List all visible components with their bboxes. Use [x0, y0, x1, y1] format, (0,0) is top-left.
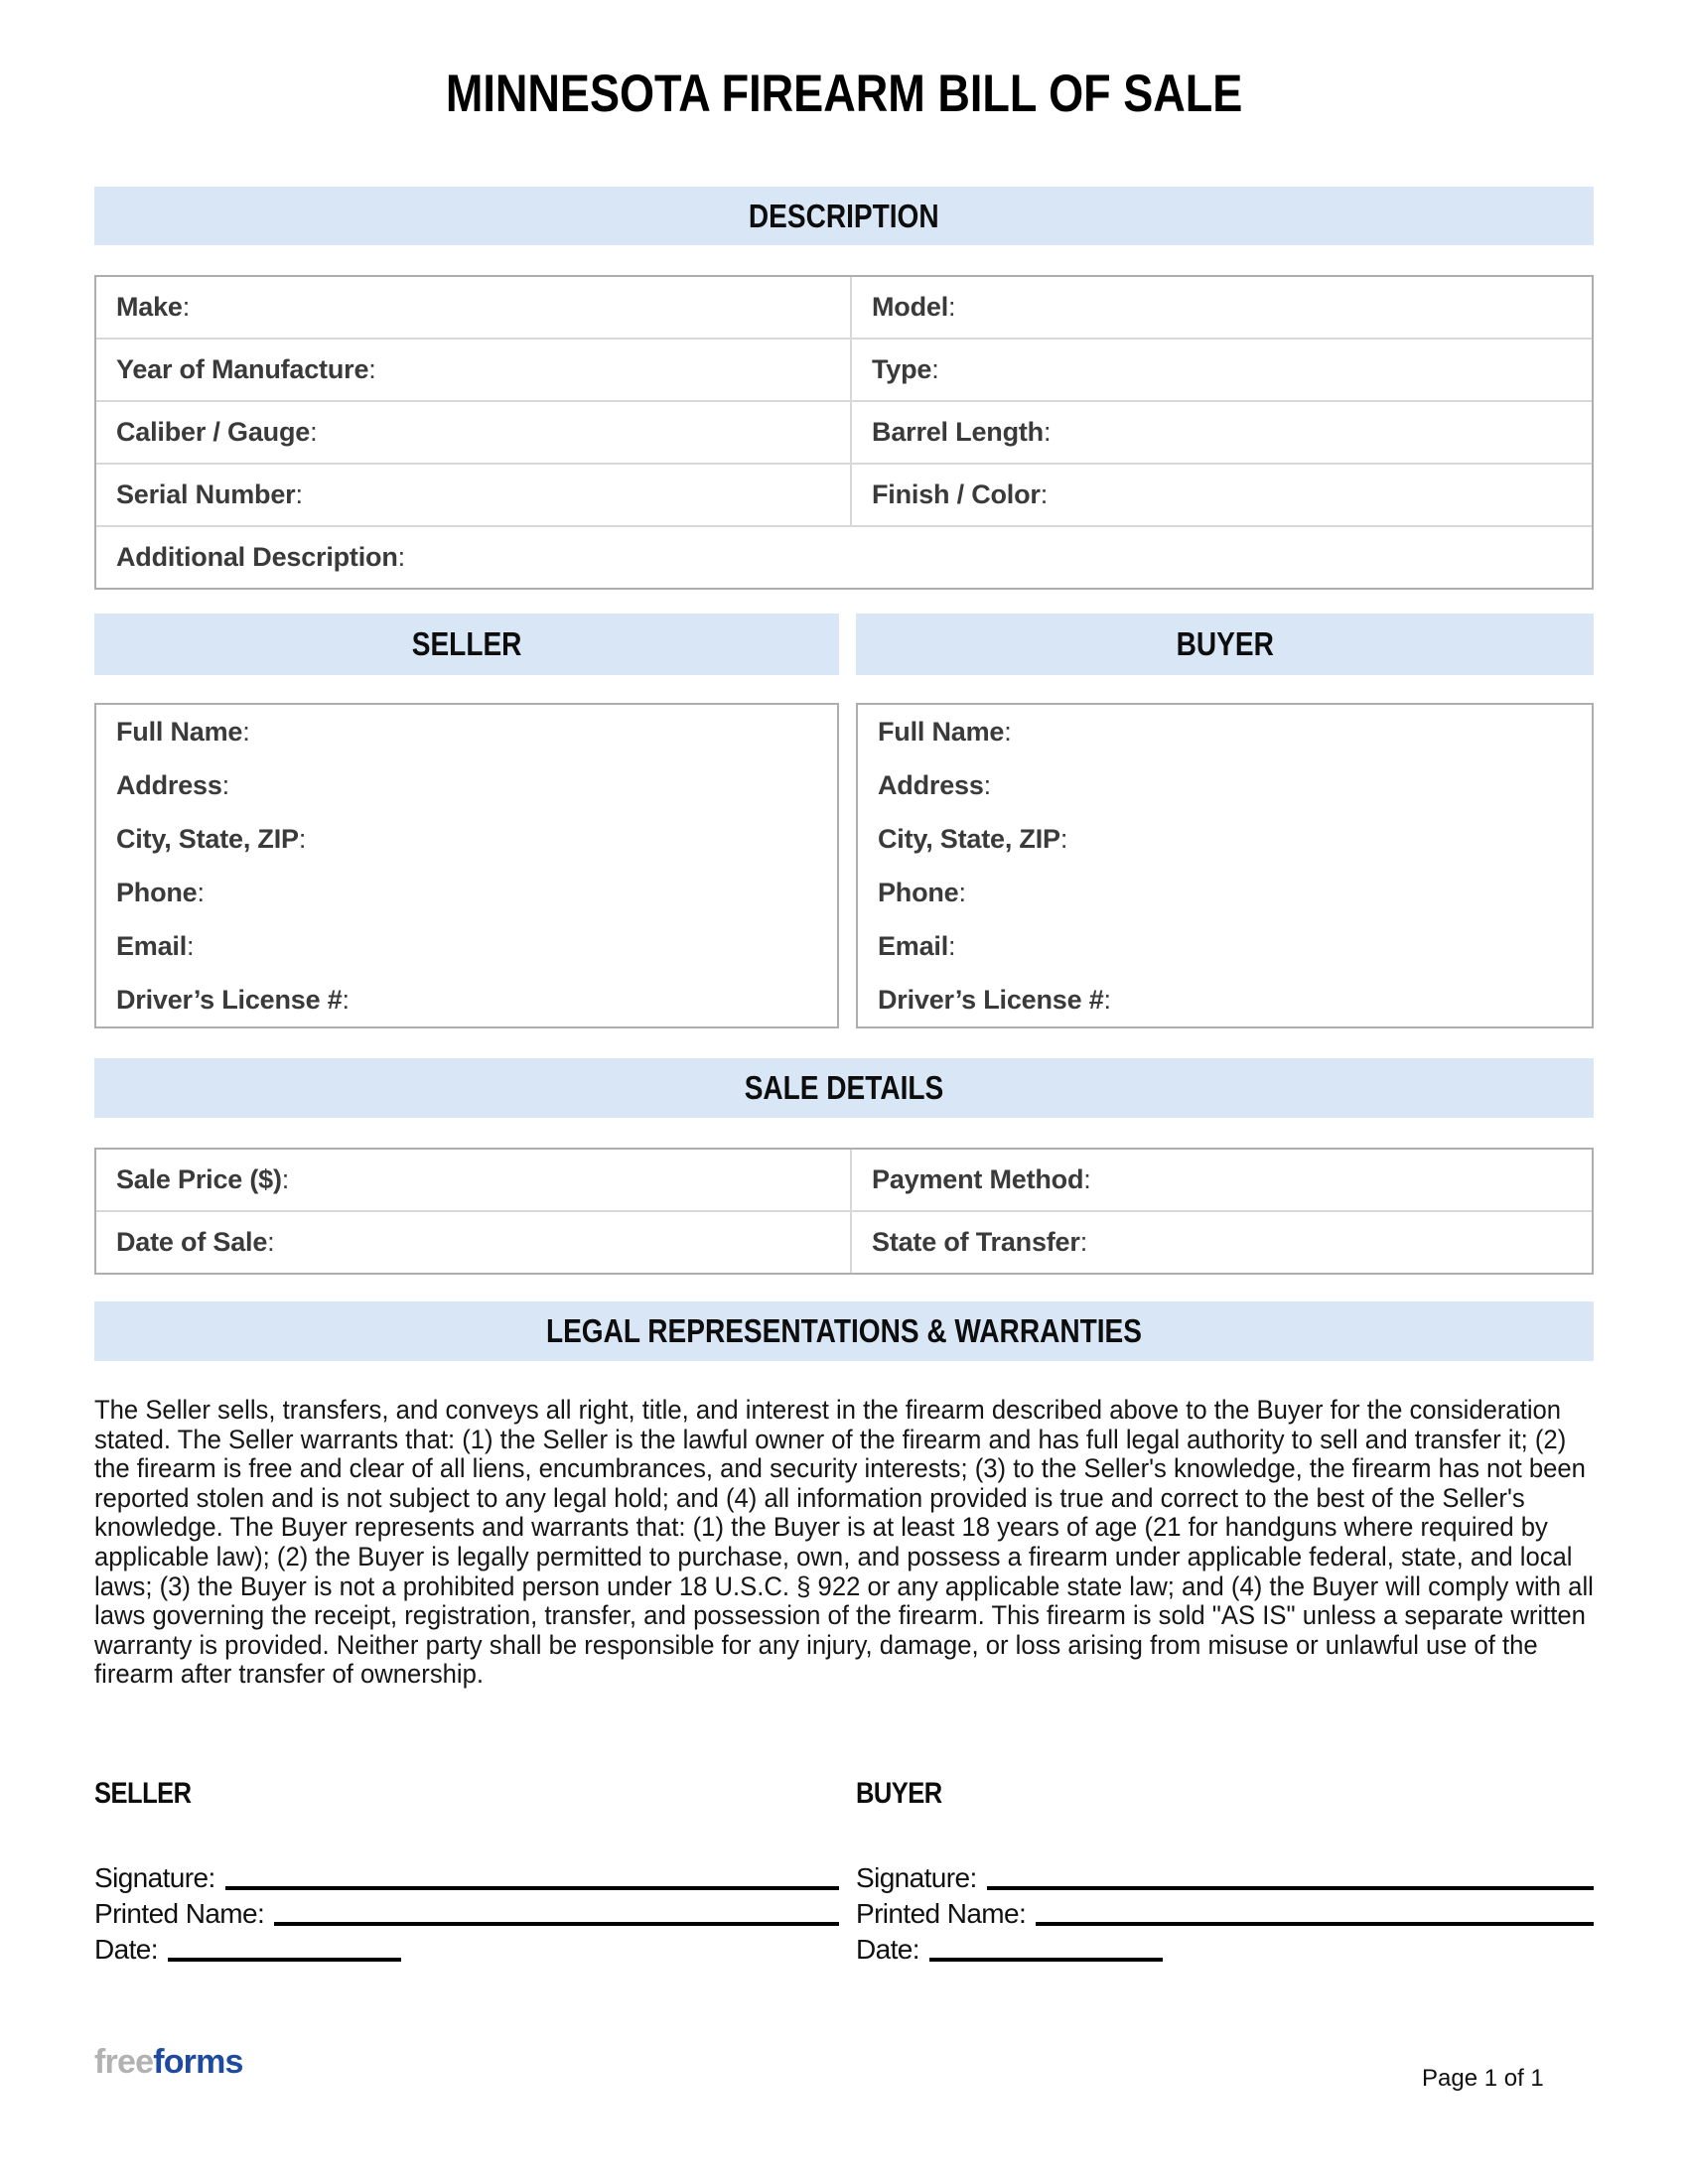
printed-name-label: Printed Name: [94, 1898, 265, 1929]
field-label: Driver’s License # [878, 984, 1104, 1015]
field-cell-caliber[interactable] [96, 402, 850, 463]
field-cell-model[interactable] [850, 277, 1592, 338]
field-label: Make [116, 292, 183, 322]
colon: : [310, 417, 318, 447]
colon: : [1043, 417, 1052, 447]
field-label: Phone [116, 877, 198, 907]
table-row [96, 812, 837, 866]
field-label: Address [878, 769, 984, 800]
seller-date-row [94, 1930, 839, 1966]
colon: : [912, 1934, 919, 1965]
table-row [96, 919, 837, 973]
field-cell-type[interactable] [850, 340, 1592, 400]
field-cell-year[interactable] [96, 340, 850, 400]
table-row [96, 973, 837, 1026]
field-label: Sale Price ($) [116, 1164, 282, 1194]
colon: : [257, 1898, 265, 1929]
buyer-full-name-cell[interactable] [858, 705, 1592, 758]
state-of-transfer-cell[interactable] [850, 1212, 1592, 1273]
seller-signature-line[interactable] [225, 1886, 839, 1890]
table-row [96, 525, 1592, 588]
table-row [858, 812, 1592, 866]
freeforms-logo [94, 2043, 243, 2082]
colon: : [221, 769, 230, 800]
seller-printed-name-row [94, 1894, 839, 1930]
colon: : [1040, 479, 1049, 509]
sale-details-section-header [94, 1058, 1594, 1118]
buyer-printed-name-row [856, 1894, 1594, 1930]
seller-address-cell[interactable] [96, 758, 837, 812]
table-row [96, 1150, 1592, 1210]
colon: : [281, 1164, 290, 1194]
table-row [96, 400, 1592, 463]
field-cell-additional-description[interactable] [96, 527, 1592, 588]
colon: : [1059, 823, 1068, 854]
field-cell-serial-number[interactable] [96, 465, 850, 525]
field-label: Full Name [878, 716, 1005, 747]
field-label: Model [872, 292, 949, 322]
field-label: Full Name [116, 716, 243, 747]
seller-city-state-zip-cell[interactable] [96, 812, 837, 866]
buyer-section-title: BUYER [1176, 625, 1274, 662]
field-label: Year of Manufacture [116, 354, 369, 384]
table-row [96, 277, 1592, 338]
buyer-signature-line[interactable] [987, 1886, 1594, 1890]
date-of-sale-cell[interactable] [96, 1212, 850, 1273]
table-row [96, 866, 837, 919]
field-cell-make[interactable] [96, 277, 850, 338]
field-cell-barrel-length[interactable] [850, 402, 1592, 463]
buyer-section-header [856, 614, 1594, 675]
colon: : [948, 292, 956, 322]
colon: : [368, 354, 376, 384]
buyer-signature-heading: BUYER [856, 1777, 942, 1810]
colon: : [1004, 716, 1012, 747]
table-row [858, 758, 1592, 812]
buyer-city-state-zip-cell[interactable] [858, 812, 1592, 866]
buyer-signature-row [856, 1858, 1594, 1894]
colon: : [267, 1227, 275, 1257]
field-label: Serial Number [116, 479, 296, 509]
table-row [858, 973, 1592, 1026]
sale-details-section-title: SALE DETAILS [744, 1069, 944, 1106]
colon: : [342, 984, 351, 1015]
seller-section-header [94, 614, 839, 675]
seller-table [94, 703, 839, 1028]
colon: : [187, 930, 195, 961]
colon: : [958, 877, 967, 907]
buyer-drivers-license-cell[interactable] [858, 973, 1592, 1026]
colon: : [242, 716, 250, 747]
seller-signature-block [94, 1777, 839, 1966]
sale-details-table [94, 1148, 1594, 1275]
field-label: Barrel Length [872, 417, 1044, 447]
colon: : [1079, 1227, 1088, 1257]
buyer-phone-cell[interactable] [858, 866, 1592, 919]
colon: : [948, 930, 956, 961]
description-section-header [94, 187, 1594, 245]
seller-signature-heading: SELLER [94, 1777, 192, 1810]
field-label: Email [878, 930, 949, 961]
seller-full-name-cell[interactable] [96, 705, 837, 758]
date-label: Date: [856, 1934, 919, 1965]
field-label: State of Transfer [872, 1227, 1080, 1257]
colon: : [197, 877, 206, 907]
table-row [858, 866, 1592, 919]
page-title [0, 64, 1688, 124]
field-label: Driver’s License # [116, 984, 343, 1015]
signature-label: Signature: [94, 1862, 215, 1893]
field-label: Date of Sale [116, 1227, 268, 1257]
seller-date-line[interactable] [168, 1958, 401, 1962]
seller-section-title: SELLER [411, 625, 522, 662]
colon: : [1083, 1164, 1091, 1194]
buyer-date-row [856, 1930, 1594, 1966]
colon: : [208, 1862, 215, 1893]
table-row [96, 1210, 1592, 1273]
payment-method-cell[interactable] [850, 1150, 1592, 1210]
colon: : [397, 542, 406, 572]
table-row [858, 919, 1592, 973]
buyer-printed-name-line[interactable] [1036, 1922, 1594, 1926]
logo-forms-text: forms [153, 2043, 243, 2081]
table-row [96, 463, 1592, 525]
page-title-text: MINNESOTA FIREARM BILL OF SALE [445, 65, 1243, 123]
legal-section-header [94, 1301, 1594, 1361]
seller-drivers-license-cell[interactable] [96, 973, 837, 1026]
colon: : [298, 823, 307, 854]
buyer-signature-block [856, 1777, 1594, 1966]
table-row [96, 758, 837, 812]
field-label: Caliber / Gauge [116, 417, 311, 447]
seller-phone-cell[interactable] [96, 866, 837, 919]
sale-price-cell[interactable] [96, 1150, 850, 1210]
field-label: Address [116, 769, 222, 800]
buyer-date-line[interactable] [929, 1958, 1163, 1962]
field-label: Email [116, 930, 188, 961]
colon: : [931, 354, 939, 384]
field-label: Phone [878, 877, 959, 907]
table-row [858, 705, 1592, 758]
field-label: Type [872, 354, 932, 384]
legal-section-title: LEGAL REPRESENTATIONS & WARRANTIES [546, 1312, 1142, 1349]
signature-label: Signature: [856, 1862, 977, 1893]
buyer-table [856, 703, 1594, 1028]
field-label: City, State, ZIP [116, 823, 299, 854]
table-row [96, 705, 837, 758]
buyer-address-cell[interactable] [858, 758, 1592, 812]
seller-printed-name-line[interactable] [274, 1922, 839, 1926]
colon: : [150, 1934, 158, 1965]
legal-paragraph: The Seller sells, transfers, and conveys all right, title, and interest in the firearm described above to the Buyer for the consideration stated. The Seller warrants that: (1) the Seller is the lawful owner of the firearm and has full legal authority to sell and transfer it; (2) the firearm is free and clear of all liens, encumbrances, and security interests; (3) to the Seller's knowledge, the firearm has not been reported stolen and is not subject to any legal hold; and (4) all information provided is true and correct to the best of the Seller's knowledge. The Buyer represents and warrants that: (1) the Buyer is at least 18 years of age (21 for handguns where required by applicable law); (2) the Buyer is legally permitted to purchase, own, and possess a firearm under applicable federal, state, and local laws; (3) the Buyer is not a prohibited person under 18 U.S.C. § 922 or any applicable state law; and (4) the Buyer will comply with all laws governing the receipt, registration, transfer, and possession of the firearm. This firearm is sold "AS IS" unless a separate written warranty is provided. Neither party shall be responsible for any injury, damage, or loss arising from misuse or unlawful use of the firearm after transfer of ownership. [94, 1395, 1594, 1690]
date-label: Date: [94, 1934, 158, 1965]
colon: : [1019, 1898, 1027, 1929]
buyer-email-cell[interactable] [858, 919, 1592, 973]
page-indicator: Page 1 of 1 [1422, 2065, 1544, 2092]
colon: : [983, 769, 992, 800]
colon: : [969, 1862, 977, 1893]
field-label: Additional Description [116, 542, 398, 572]
table-row [96, 338, 1592, 400]
field-label: City, State, ZIP [878, 823, 1060, 854]
seller-email-cell[interactable] [96, 919, 837, 973]
colon: : [1103, 984, 1112, 1015]
description-table [94, 275, 1594, 590]
colon: : [182, 292, 191, 322]
field-cell-finish-color[interactable] [850, 465, 1592, 525]
field-label: Finish / Color [872, 479, 1041, 509]
field-label: Payment Method [872, 1164, 1084, 1194]
seller-signature-row [94, 1858, 839, 1894]
logo-free-text: free [94, 2043, 154, 2081]
description-section-title: DESCRIPTION [749, 197, 939, 234]
printed-name-label: Printed Name: [856, 1898, 1027, 1929]
colon: : [295, 479, 303, 509]
